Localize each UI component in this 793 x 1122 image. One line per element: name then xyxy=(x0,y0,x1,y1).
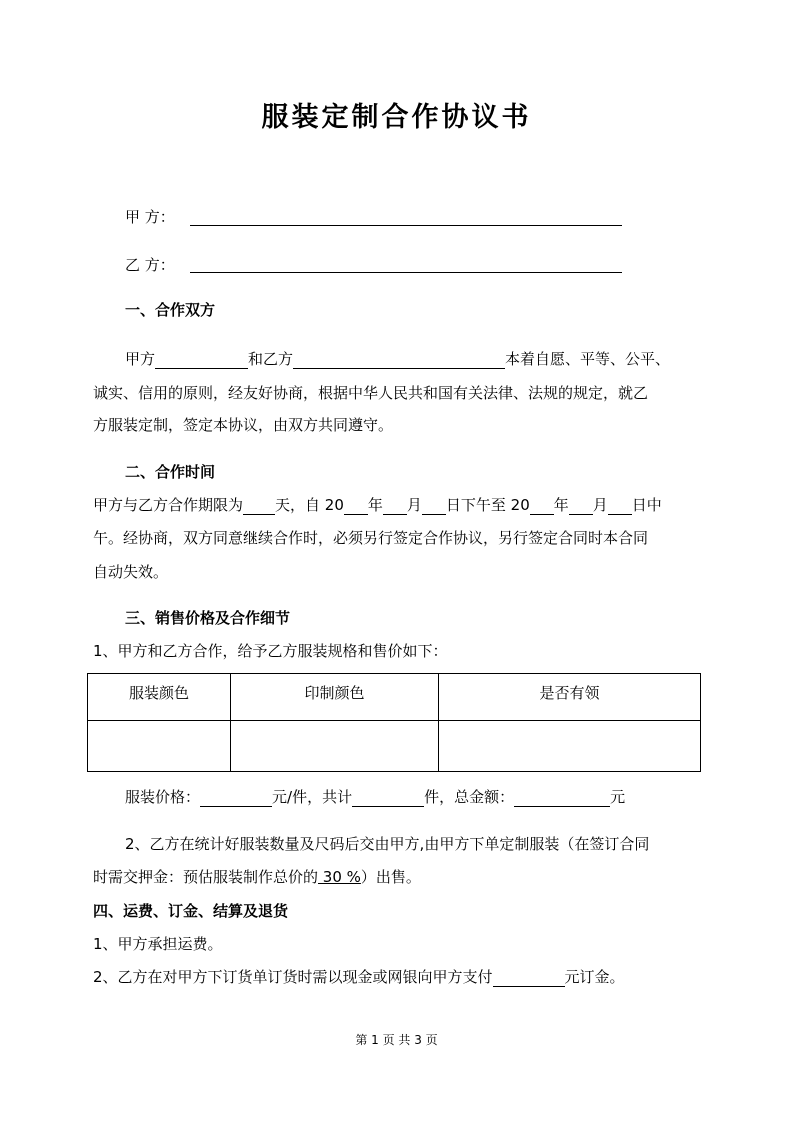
section-1-line-1: 甲方 和乙方 本着自愿、平等、公平、 xyxy=(125,350,671,368)
table-header-row xyxy=(88,674,701,721)
table-header-cell: 服装颜色 xyxy=(88,674,231,721)
document-title: 服装定制合作协议书 xyxy=(261,102,532,133)
page-footer: 第 1 页 共 3 页 xyxy=(355,1033,438,1047)
table-cell xyxy=(88,721,231,772)
party-b-label: 乙 方： xyxy=(125,256,175,274)
section-2-line-1: 甲方与乙方合作期限为 天，自 20 年 月 日下午至 20 年 月 日中 xyxy=(93,496,662,514)
section-2-line-3: 自动失效。 xyxy=(93,563,169,581)
section-2-heading: 二、合作时间 xyxy=(125,463,216,481)
price-line: 服装价格： 元/件，共计 件，总金额： 元 xyxy=(125,788,626,806)
spec-table xyxy=(87,673,701,772)
party-a-label: 甲 方： xyxy=(125,208,175,226)
table-header-cell: 是否有领 xyxy=(439,674,701,721)
section-4-line-2: 2、乙方在对甲方下订货单订货时需以现金或网银向甲方支付 元订金。 xyxy=(93,968,625,986)
table-cell xyxy=(439,721,701,772)
deposit-percent: 30 % xyxy=(318,868,361,886)
section-1-line-2: 诚实、信用的原则，经友好协商，根据中华人民共和国有关法律、法规的规定，就乙 xyxy=(93,384,649,402)
section-2-line-2: 午。经协商，双方同意继续合作时，必须另行签定合作协议，另行签定合同时本合同 xyxy=(93,529,649,547)
section-3-para-2-line-2: 时需交押金：预估服装制作总价的 30 %）出售。 xyxy=(93,868,421,886)
section-3-para-2-line-1: 2、乙方在统计好服装数量及尺码后交由甲方,由甲方下单定制服装（在签订合同 xyxy=(125,835,650,853)
table-cell xyxy=(231,721,439,772)
section-4-line-1: 1、甲方承担运费。 xyxy=(93,935,223,953)
section-3-line-1: 1、甲方和乙方合作，给予乙方服装规格和售价如下： xyxy=(93,642,448,660)
table-row xyxy=(88,721,701,772)
section-1-heading: 一、合作双方 xyxy=(125,301,216,319)
party-b-blank xyxy=(190,272,622,273)
section-1-line-3: 方服装定制，签定本协议，由双方共同遵守。 xyxy=(93,416,394,434)
section-4-heading: 四、运费、订金、结算及退货 xyxy=(93,902,289,920)
section-3-heading: 三、销售价格及合作细节 xyxy=(125,609,291,627)
table-header-cell: 印制颜色 xyxy=(231,674,439,721)
party-a-blank xyxy=(190,225,622,226)
